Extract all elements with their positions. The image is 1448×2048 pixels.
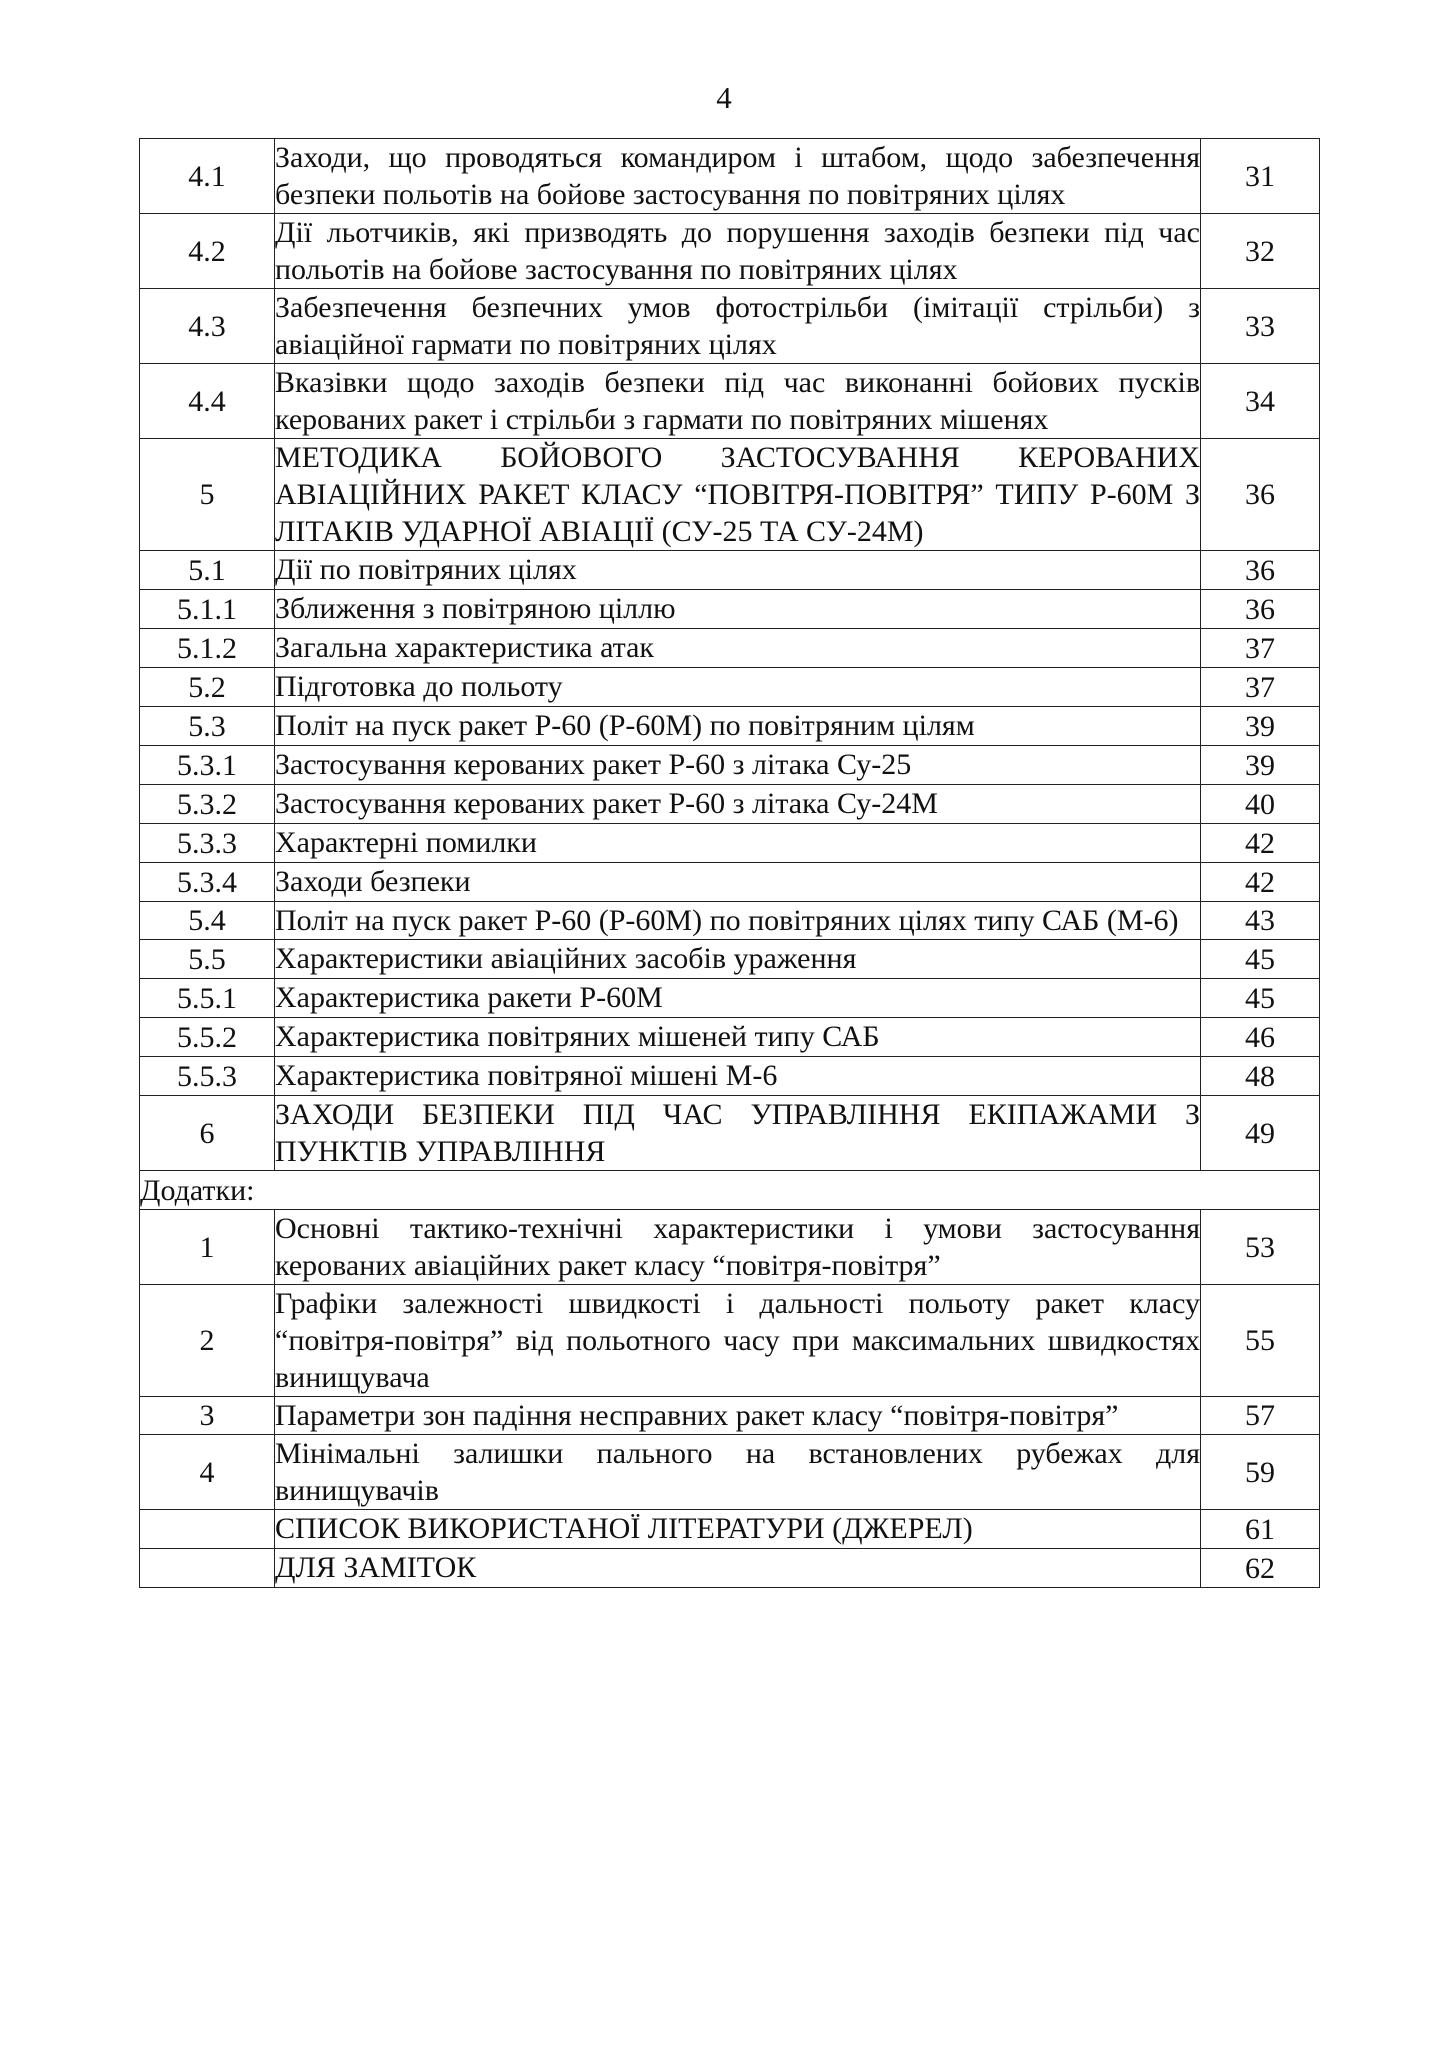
toc-title: Характеристики авіаційних засобів ураження xyxy=(275,940,1201,979)
toc-page: 46 xyxy=(1201,1018,1320,1057)
toc-page: 42 xyxy=(1201,824,1320,863)
toc-title: МЕТОДИКА БОЙОВОГО ЗАСТОСУВАННЯ КЕРОВАНИХ АВІАЦІЙНИХ РАКЕТ КЛАСУ “ПОВІТРЯ-ПОВІТРЯ” ТИПУ Р-60М З ЛІТАКІВ УДАРНОЇ АВІАЦІЇ (СУ-25 ТА СУ-24М) xyxy=(275,439,1201,551)
toc-number: 5.5.1 xyxy=(140,979,275,1018)
toc-number: 5.5 xyxy=(140,940,275,979)
toc-title: Зближення з повітряною ціллю xyxy=(275,590,1201,629)
toc-title: Загальна характеристика атак xyxy=(275,629,1201,668)
toc-row xyxy=(140,439,1320,551)
toc-page: 43 xyxy=(1201,902,1320,940)
appendix-header-row xyxy=(140,1171,1320,1210)
toc-title: Графіки залежності швидкості і дальності польоту ракет класу “повітря-повітря” від польотного часу при максимальних швидкостях винищувача xyxy=(275,1285,1201,1397)
toc-page: 45 xyxy=(1201,979,1320,1018)
toc-row xyxy=(140,364,1320,439)
toc-number: 5.1.1 xyxy=(140,590,275,629)
toc-row xyxy=(140,746,1320,785)
toc-row xyxy=(140,139,1320,214)
toc-page: 39 xyxy=(1201,707,1320,746)
toc-number: 5.3 xyxy=(140,707,275,746)
toc-number: 2 xyxy=(140,1285,275,1397)
toc-row xyxy=(140,824,1320,863)
toc-number xyxy=(140,1510,275,1549)
toc-row xyxy=(140,863,1320,902)
toc-page: 55 xyxy=(1201,1285,1320,1397)
toc-page: 36 xyxy=(1201,590,1320,629)
toc-row xyxy=(140,979,1320,1018)
toc-number: 4.1 xyxy=(140,139,275,214)
toc-page: 49 xyxy=(1201,1096,1320,1171)
toc-page: 45 xyxy=(1201,940,1320,979)
toc-row xyxy=(140,289,1320,364)
toc-page: 61 xyxy=(1201,1510,1320,1549)
toc-page: 37 xyxy=(1201,629,1320,668)
toc-title: ЗАХОДИ БЕЗПЕКИ ПІД ЧАС УПРАВЛІННЯ ЕКІПАЖАМИ З ПУНКТІВ УПРАВЛІННЯ xyxy=(275,1096,1201,1171)
toc-row xyxy=(140,590,1320,629)
appendix-label: Додатки: xyxy=(140,1171,1320,1210)
toc-page: 33 xyxy=(1201,289,1320,364)
toc-title: Характеристика повітряної мішені М-6 xyxy=(275,1057,1201,1096)
toc-title: Застосування керованих ракет Р-60 з літака Су-24М xyxy=(275,785,1201,824)
toc-row xyxy=(140,902,1320,940)
toc-row xyxy=(140,1018,1320,1057)
toc-number: 5.5.2 xyxy=(140,1018,275,1057)
toc-number: 3 xyxy=(140,1397,275,1435)
toc-page: 36 xyxy=(1201,551,1320,590)
toc-number: 4.3 xyxy=(140,289,275,364)
toc-number: 5.1 xyxy=(140,551,275,590)
toc-title: СПИСОК ВИКОРИСТАНОЇ ЛІТЕРАТУРИ (ДЖЕРЕЛ) xyxy=(275,1510,1201,1549)
toc-page: 37 xyxy=(1201,668,1320,707)
toc-title: Характерні помилки xyxy=(275,824,1201,863)
toc-title: ДЛЯ ЗАМІТОК xyxy=(275,1549,1201,1588)
toc-row xyxy=(140,1435,1320,1510)
toc-row xyxy=(140,1210,1320,1285)
toc-page: 32 xyxy=(1201,214,1320,289)
toc-page: 57 xyxy=(1201,1397,1320,1435)
toc-row xyxy=(140,940,1320,979)
toc-title: Політ на пуск ракет Р-60 (Р-60М) по повітряним цілям xyxy=(275,707,1201,746)
toc-number: 5.3.3 xyxy=(140,824,275,863)
toc-number: 5.2 xyxy=(140,668,275,707)
toc-number: 5.1.2 xyxy=(140,629,275,668)
toc-title: Забезпечення безпечних умов фотострільби (імітації стрільби) з авіаційної гармати по повітряних цілях xyxy=(275,289,1201,364)
toc-number: 5.4 xyxy=(140,902,275,940)
toc-row xyxy=(140,707,1320,746)
toc-row xyxy=(140,1285,1320,1397)
toc-title: Характеристика ракети Р-60М xyxy=(275,979,1201,1018)
toc-row xyxy=(140,1057,1320,1096)
toc-number: 5.5.3 xyxy=(140,1057,275,1096)
toc-title: Застосування керованих ракет Р-60 з літака Су-25 xyxy=(275,746,1201,785)
toc-title: Підготовка до польоту xyxy=(275,668,1201,707)
toc-row xyxy=(140,668,1320,707)
toc-row xyxy=(140,629,1320,668)
toc-number: 4.4 xyxy=(140,364,275,439)
toc-page: 40 xyxy=(1201,785,1320,824)
toc-number: 5.3.1 xyxy=(140,746,275,785)
toc-page: 62 xyxy=(1201,1549,1320,1588)
toc-title: Дії по повітряних цілях xyxy=(275,551,1201,590)
toc-number: 4 xyxy=(140,1435,275,1510)
toc-page: 42 xyxy=(1201,863,1320,902)
toc-number: 5.3.4 xyxy=(140,863,275,902)
toc-title: Мінімальні залишки пального на встановлених рубежах для винищувачів xyxy=(275,1435,1201,1510)
toc-row xyxy=(140,785,1320,824)
table-of-contents xyxy=(139,138,1320,1588)
toc-row xyxy=(140,1096,1320,1171)
toc-row xyxy=(140,214,1320,289)
toc-title: Заходи, що проводяться командиром і штабом, щодо забезпечення безпеки польотів на бойове застосування по повітряних цілях xyxy=(275,139,1201,214)
toc-page: 34 xyxy=(1201,364,1320,439)
toc-page: 39 xyxy=(1201,746,1320,785)
page-number: 4 xyxy=(716,80,732,115)
toc-title: Дії льотчиків, які призводять до порушення заходів безпеки під час польотів на бойове застосування по повітряних цілях xyxy=(275,214,1201,289)
toc-number: 5 xyxy=(140,439,275,551)
toc-title: Заходи безпеки xyxy=(275,863,1201,902)
toc-number: 4.2 xyxy=(140,214,275,289)
toc-page: 36 xyxy=(1201,439,1320,551)
toc-page: 53 xyxy=(1201,1210,1320,1285)
toc-page: 48 xyxy=(1201,1057,1320,1096)
toc-page: 31 xyxy=(1201,139,1320,214)
toc-title: Параметри зон падіння несправних ракет класу “повітря-повітря” xyxy=(275,1397,1201,1435)
toc-number: 1 xyxy=(140,1210,275,1285)
toc-number: 6 xyxy=(140,1096,275,1171)
toc-title: Характеристика повітряних мішеней типу САБ xyxy=(275,1018,1201,1057)
toc-number xyxy=(140,1549,275,1588)
toc-row xyxy=(140,551,1320,590)
toc-page: 59 xyxy=(1201,1435,1320,1510)
toc-title: Основні тактико-технічні характеристики і умови застосування керованих авіаційних ракет класу “повітря-повітря” xyxy=(275,1210,1201,1285)
toc-row xyxy=(140,1510,1320,1549)
toc-number: 5.3.2 xyxy=(140,785,275,824)
toc-row xyxy=(140,1549,1320,1588)
toc-title: Політ на пуск ракет Р-60 (Р-60М) по повітряних цілях типу САБ (М-6) xyxy=(275,902,1201,940)
toc-title: Вказівки щодо заходів безпеки під час виконанні бойових пусків керованих ракет і стрільби з гармати по повітряних мішенях xyxy=(275,364,1201,439)
toc-row xyxy=(140,1397,1320,1435)
